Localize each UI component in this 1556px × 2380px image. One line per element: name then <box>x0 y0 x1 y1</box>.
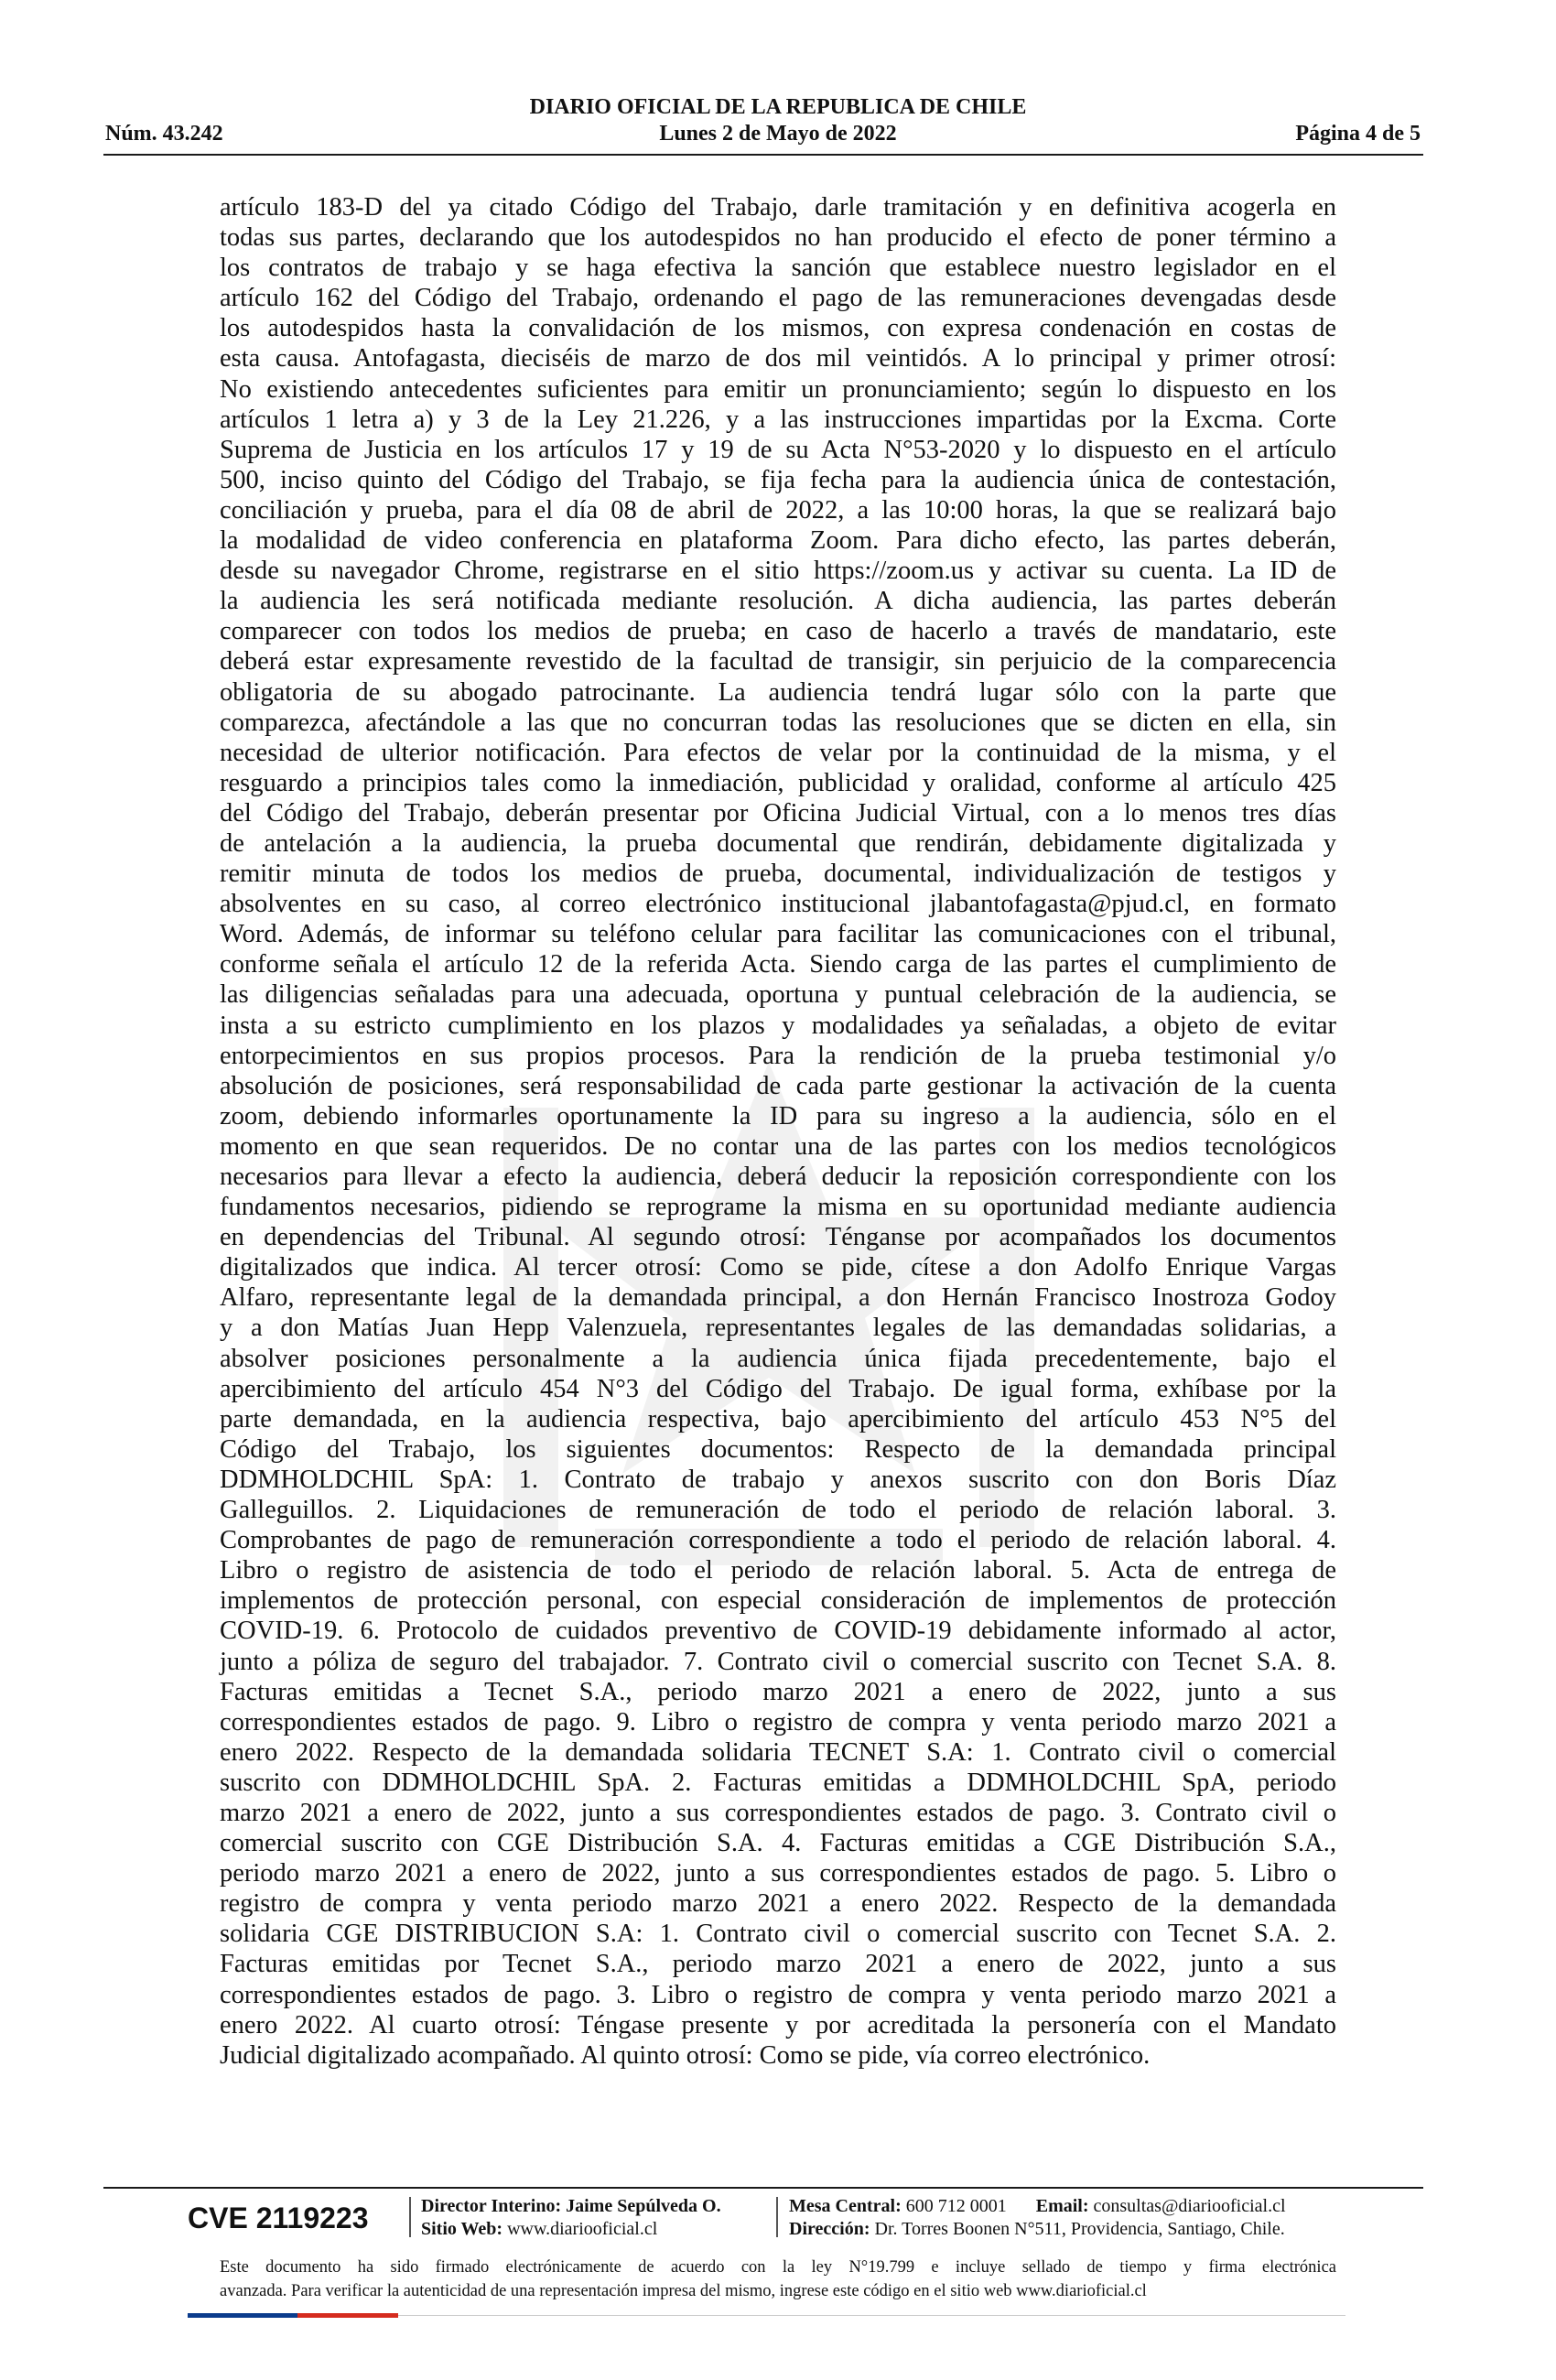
body-text-line: Alfaro, representante legal de la demandada principal, a don Hernán Francisco Inostroza Godoy <box>220 1283 1336 1313</box>
page-number: Página 4 de 5 <box>1295 122 1421 146</box>
body-text-line: Facturas emitidas por Tecnet S.A., periodo marzo 2021 a enero de 2022, junto a sus <box>220 1950 1336 1979</box>
body-text-line: entorpecimientos en sus propios procesos. Para la rendición de la prueba testimonial y/o <box>220 1041 1336 1070</box>
body-text-line: absolver posiciones personalmente a la audiencia única fijada precedentemente, bajo el <box>220 1344 1336 1373</box>
body-text-line: implementos de protección personal, con especial consideración de implementos de protección <box>220 1586 1336 1616</box>
body-text-line: artículos 1 letra a) y 3 de la Ley 21.226, y a las instrucciones impartidas por la Excma. Corte <box>220 405 1336 434</box>
footer-thin-line <box>398 2315 1345 2316</box>
body-text-line: absolventes en su caso, al correo electrónico institucional jlabantofagasta@pjud.cl, en formato <box>220 890 1336 919</box>
address-label: Dirección: <box>789 2219 870 2239</box>
body-text-line: y a don Matías Juan Hepp Valenzuela, representantes legales de las demandadas solidarias, a <box>220 1314 1336 1343</box>
body-text-line: momento en que sean requeridos. De no contar una de las partes con los medios tecnológicos <box>220 1131 1336 1161</box>
body-text-line: desde su navegador Chrome, registrarse en el sitio https://zoom.us y activar su cuenta. La ID de <box>220 557 1336 586</box>
body-text-line: los autodespidos hasta la convalidación de los mismos, con expresa condenación en costas de <box>220 314 1336 343</box>
body-text-line: periodo marzo 2021 a enero de 2022, junto a sus correspondientes estados de pago. 5. Libro o <box>220 1859 1336 1888</box>
body-text-line: Libro o registro de asistencia de todo el periodo de relación laboral. 5. Acta de entrega de <box>220 1556 1336 1585</box>
director-line <box>421 2195 721 2218</box>
email-label: Email: <box>1035 2196 1089 2216</box>
director-name: Jaime Sepúlveda O. <box>566 2196 721 2216</box>
body-text-line: conciliación y prueba, para el día 08 de abril de 2022, a las 10:00 horas, la que se realizará bajo <box>220 495 1336 525</box>
body-text-line: Suprema de Justicia en los artículos 17 y 19 de su Acta N°53-2020 y lo dispuesto en el artículo <box>220 435 1336 464</box>
body-text-line: correspondientes estados de pago. 3. Libro o registro de compra y venta periodo marzo 2021 a <box>220 1980 1336 2009</box>
body-text-line: suscrito con DDMHOLDCHIL SpA. 2. Facturas emitidas a DDMHOLDCHIL SpA, periodo <box>220 1768 1336 1797</box>
body-text-line: enero 2022. Al cuarto otrosí: Téngase presente y por acreditada la personería con el Mandato <box>220 2010 1336 2039</box>
contact-line <box>789 2195 1286 2218</box>
body-text-line: necesidad de ulterior notificación. Para efectos de velar por la continuidad de la misma, y el <box>220 738 1336 767</box>
body-text-line: las diligencias señaladas para una adecuada, oportuna y puntual celebración de la audiencia, se <box>220 980 1336 1010</box>
body-text-line: marzo 2021 a enero de 2022, junto a sus correspondientes estados de pago. 3. Contrato civil o <box>220 1798 1336 1827</box>
mesa-value: 600 712 0001 <box>905 2196 1007 2216</box>
body-text <box>220 192 1336 2071</box>
body-text-line: en dependencias del Tribunal. Al segundo otrosí: Ténganse por acompañados los documentos <box>220 1223 1336 1252</box>
cve-code: CVE 2119223 <box>188 2202 369 2234</box>
body-text-line: del Código del Trabajo, deberán presentar por Oficina Judicial Virtual, con a lo menos tres días <box>220 798 1336 828</box>
flag-blue-segment <box>188 2313 297 2318</box>
body-text-line: zoom, debiendo informarles oportunamente la ID para su ingreso a la audiencia, sólo en el <box>220 1101 1336 1130</box>
website-label: Sitio Web: <box>421 2219 503 2239</box>
gazette-title: DIARIO OFICIAL DE LA REPUBLICA DE CHILE <box>529 95 1027 119</box>
director-label: Director Interino: <box>421 2196 562 2216</box>
body-text-line: absolución de posiciones, será responsabilidad de cada parte gestionar la activación de la cuenta <box>220 1071 1336 1100</box>
body-text-line: remitir minuta de todos los medios de prueba, documental, individualización de testigos y <box>220 860 1336 889</box>
footer-separator <box>409 2197 411 2237</box>
website-line <box>421 2218 657 2241</box>
body-text-line: parte demandada, en la audiencia respectiva, bajo apercibimiento del artículo 453 N°5 del <box>220 1404 1336 1433</box>
legal-notice-line: avanzada. Para verificar la autenticidad de una representación impresa del mismo, ingrese este código en el sitio web www.diarioficial.cl <box>220 2282 1147 2300</box>
issue-number: Núm. 43.242 <box>105 122 223 146</box>
body-text-line: comparecer con todos los medios de prueba; en caso de hacerlo a través de mandatario, este <box>220 617 1336 646</box>
footer-separator <box>776 2197 778 2237</box>
body-text-line: la modalidad de video conferencia en plataforma Zoom. Para dicho efecto, las partes deberán, <box>220 526 1336 556</box>
body-text-line: 500, inciso quinto del Código del Trabajo, se fija fecha para la audiencia única de contestación, <box>220 465 1336 494</box>
body-text-line: los contratos de trabajo y se haga efectiva la sanción que establece nuestro legislador en el <box>220 254 1336 283</box>
body-text-line: comparezca, afectándole a las que no concurran todas las resoluciones que se dicten en ella, sin <box>220 708 1336 737</box>
body-text-line: COVID-19. 6. Protocolo de cuidados preventivo de COVID-19 debidamente informado al actor, <box>220 1617 1336 1646</box>
header-divider <box>103 154 1423 156</box>
legal-notice-line: Este documento ha sido firmado electrónicamente de acuerdo con la ley N°19.799 e incluye sellado de tiempo y firma electrónica <box>220 2258 1336 2277</box>
body-text-line: todas sus partes, declarando que los autodespidos no han producido el efecto de poner término a <box>220 223 1336 253</box>
body-text-line: Código del Trabajo, los siguientes documentos: Respecto de la demandada principal <box>220 1434 1336 1464</box>
website-link[interactable]: www.diariooficial.cl <box>507 2219 658 2239</box>
body-text-line: fundamentos necesarios, pidiendo se reprograme la misma en su oportunidad mediante audiencia <box>220 1193 1336 1222</box>
body-text-line: apercibimiento del artículo 454 N°3 del Código del Trabajo. De igual forma, exhíbase por la <box>220 1374 1336 1403</box>
address-line <box>789 2218 1285 2241</box>
body-text-line: esta causa. Antofagasta, dieciséis de marzo de dos mil veintidós. A lo principal y primer otrosí: <box>220 344 1336 373</box>
body-text-line: enero 2022. Respecto de la demandada solidaria TECNET S.A: 1. Contrato civil o comercial <box>220 1737 1336 1767</box>
body-text-line: DDMHOLDCHIL SpA: 1. Contrato de trabajo y anexos suscrito con don Boris Díaz <box>220 1465 1336 1494</box>
legal-notice <box>220 2256 1336 2303</box>
body-text-line: artículo 162 del Código del Trabajo, ordenando el pago de las remuneraciones devengadas desde <box>220 284 1336 313</box>
flag-bar <box>188 2313 398 2318</box>
body-text-line: No existiendo antecedentes suficientes para emitir un pronunciamiento; según lo dispuesto en los <box>220 374 1336 404</box>
email-link[interactable]: consultas@diariooficial.cl <box>1093 2196 1286 2216</box>
body-text-line: la audiencia les será notificada mediante resolución. A dicha audiencia, las partes deberán <box>220 587 1336 616</box>
body-text-line: Word. Además, de informar su teléfono celular para facilitar las comunicaciones con el tribunal, <box>220 920 1336 949</box>
footer-divider <box>103 2187 1423 2189</box>
body-text-line: correspondientes estados de pago. 9. Libro o registro de compra y venta periodo marzo 2021 a <box>220 1707 1336 1736</box>
body-text-line: artículo 183-D del ya citado Código del Trabajo, darle tramitación y en definitiva acogerla en <box>220 193 1336 222</box>
issue-date: Lunes 2 de Mayo de 2022 <box>659 122 897 146</box>
body-text-line: solidaria CGE DISTRIBUCION S.A: 1. Contrato civil o comercial suscrito con Tecnet S.A. 2. <box>220 1920 1336 1949</box>
body-text-line: digitalizados que indica. Al tercer otrosí: Como se pide, cítese a don Adolfo Enrique Vargas <box>220 1253 1336 1282</box>
body-text-line: conforme señala el artículo 12 de la referida Acta. Siendo carga de las partes el cumplimiento de <box>220 950 1336 979</box>
body-text-line: Comprobantes de pago de remuneración correspondiente a todo el periodo de relación laboral. 4. <box>220 1526 1336 1555</box>
body-text-line: obligatoria de su abogado patrocinante. La audiencia tendrá lugar sólo con la parte que <box>220 677 1336 707</box>
body-text-line: comercial suscrito con CGE Distribución S.A. 4. Facturas emitidas a CGE Distribución S.A., <box>220 1829 1336 1858</box>
address-value: Dr. Torres Boonen N°511, Providencia, Santiago, Chile. <box>874 2219 1285 2239</box>
body-text-line: registro de compra y venta periodo marzo 2021 a enero 2022. Respecto de la demandada <box>220 1889 1336 1919</box>
body-text-line: junto a póliza de seguro del trabajador. 7. Contrato civil o comercial suscrito con Tecnet S.A. 8. <box>220 1647 1336 1676</box>
body-text-line: Judicial digitalizado acompañado. Al quinto otrosí: Como se pide, vía correo electrónico. <box>220 2040 1151 2070</box>
flag-red-segment <box>297 2313 398 2318</box>
mesa-label: Mesa Central: <box>789 2196 902 2216</box>
body-text-line: de antelación a la audiencia, la prueba documental que rendirán, debidamente digitalizada y <box>220 828 1336 858</box>
body-text-line: insta a su estricto cumplimiento en los plazos y modalidades ya señaladas, a objeto de evitar <box>220 1011 1336 1040</box>
body-text-line: necesarios para llevar a efecto la audiencia, deberá deducir la reposición correspondiente con los <box>220 1163 1336 1191</box>
body-text-line: deberá estar expresamente revestido de la facultad de transigir, sin perjuicio de la comparecencia <box>220 647 1336 676</box>
body-text-line: resguardo a principios tales como la inmediación, publicidad y oralidad, conforme al artículo 425 <box>220 768 1336 797</box>
body-text-line: Galleguillos. 2. Liquidaciones de remuneración de todo el periodo de relación laboral. 3. <box>220 1496 1336 1525</box>
body-text-line: Facturas emitidas a Tecnet S.A., periodo marzo 2021 a enero de 2022, junto a sus <box>220 1677 1336 1706</box>
